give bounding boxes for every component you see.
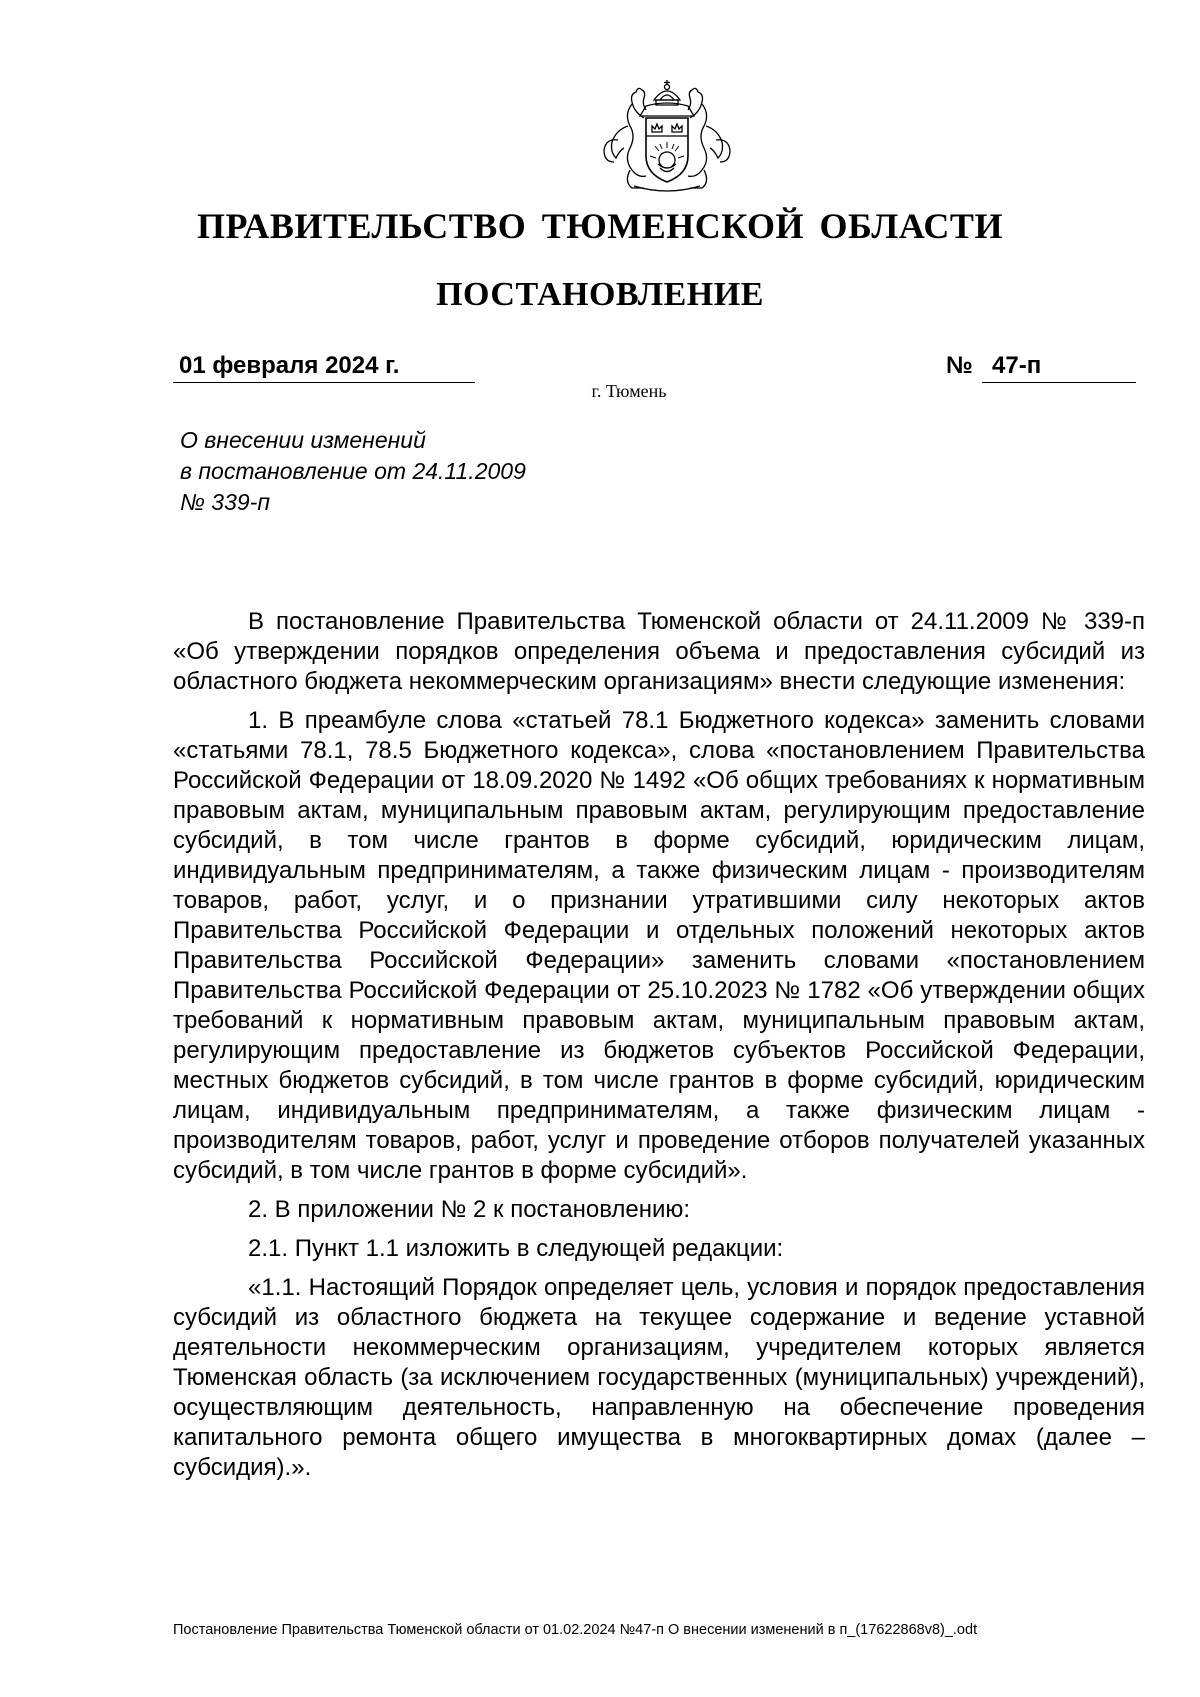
- subject-line: О внесении изменений: [180, 427, 426, 453]
- document-type-heading: ПОСТАНОВЛЕНИЕ: [436, 276, 764, 313]
- page-footer: Постановление Правительства Тюменской области от 01.02.2024 №47-п О внесении изменений в п_(17622868v8)_.odt: [173, 1622, 978, 1638]
- organization-title: ПРАВИТЕЛЬСТВО ТЮМЕНСКОЙ ОБЛАСТИ: [197, 206, 1003, 246]
- document-number-field: [946, 353, 1136, 383]
- coat-of-arms-icon: [594, 78, 740, 196]
- document-body: [173, 607, 1145, 1492]
- subject-line: в постановление от 24.11.2009: [180, 458, 526, 484]
- body-paragraph: 2.1. Пункт 1.1 изложить в следующей редакции:: [248, 1235, 784, 1262]
- body-paragraph: 1. В преамбуле слова «статьей 78.1 Бюджетного кодекса» заменить словами «статьями 78.1, 78.5 Бюджетного кодекса», слова «постановлением Правительства Российской Федерации от 18.09.2020 № 1492 «Об общих требованиях к нормативным правовым актам, муниципальным правовым актам, регулирующим предоставление субсидий, в том числе грантов в форме субсидий, юридическим лицам, индивидуальным предпринимателям, а также физическим лицам - производителям товаров, работ, услуг, и о признании утратившими силу некоторых актов Правительства Российской Федерации и отдельных положений некоторых актов Правительства Российской Федерации» заменить словами «постановлением Правительства Российской Федерации от 25.10.2023 № 1782 «Об утверждении общих требований к нормативным правовым актам, муниципальным правовым актам, регулирующим предоставление из бюджетов субъектов Российской Федерации, местных бюджетов субсидий, в том числе грантов в форме субсидий, юридическим лицам, индивидуальным предпринимателям, а также физическим лицам - производителям товаров, работ, услуг и проведение отборов получателей указанных субсидий, в том числе грантов в форме субсидий».: [173, 707, 1145, 1184]
- number-sign: №: [946, 352, 973, 379]
- document-date: 01 февраля 2024 г.: [173, 353, 475, 383]
- document-number: 47-п: [982, 353, 1136, 383]
- document-subject: [180, 425, 526, 518]
- subject-line: № 339-п: [180, 489, 270, 515]
- body-paragraph: В постановление Правительства Тюменской области от 24.11.2009 № 339-п «Об утверждении порядков определения объема и предоставления субсидий из областного бюджета некоммерческим организациям» внести следующие изменения:: [173, 608, 1145, 695]
- document-city: г. Тюмень: [591, 381, 667, 401]
- body-paragraph: 2. В приложении № 2 к постановлению:: [248, 1196, 691, 1223]
- body-paragraph: «1.1. Настоящий Порядок определяет цель, условия и порядок предоставления субсидий из областного бюджета на текущее содержание и ведение уставной деятельности некоммерческим организациям, учредителем которых является Тюменская область (за исключением государственных (муниципальных) учреждений), осуществляющим деятельность, направленную на обеспечение проведения капитального ремонта общего имущества в многоквартирных домах (далее – субсидия).».: [173, 1274, 1145, 1481]
